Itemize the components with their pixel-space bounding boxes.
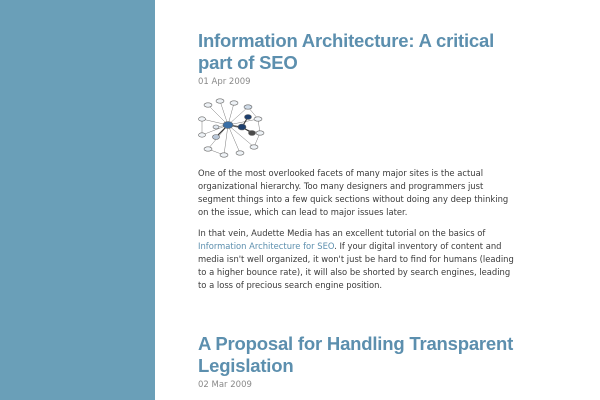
paragraph-text: . If your digital inventory of content and media isn't well organized, it won't just be hard to find for humans (leading to a higher bounce rate), it will also be shorted by search engines, leading to a loss of precious search engine position. xyxy=(198,241,514,290)
post-title xyxy=(198,30,518,74)
post-entry xyxy=(198,30,518,292)
post-title-link[interactable]: Information Architecture: A critical part of SEO xyxy=(198,30,495,73)
sidebar xyxy=(0,0,155,400)
paragraph-text: In that vein, Audette Media has an excellent tutorial on the basics of xyxy=(198,228,486,238)
post-entry xyxy=(198,333,518,390)
post-paragraph: One of the most overlooked facets of many major sites is the actual organizational hierarchy. Too many designers and programmers just segment things into a few quick sections without doing any deep thinking on the issue, which can lead to major issues later. xyxy=(198,168,509,217)
post-date: 01 Apr 2009 xyxy=(198,77,251,87)
post-title-link[interactable]: A Proposal for Handling Transparent Legislation xyxy=(198,333,514,376)
post-title xyxy=(198,333,518,377)
network-diagram-icon xyxy=(198,97,266,159)
post-date: 02 Mar 2009 xyxy=(198,380,252,390)
main-content xyxy=(155,0,600,400)
post-paragraph xyxy=(198,227,518,292)
information-architecture-link[interactable]: Information Architecture for SEO xyxy=(198,241,335,251)
